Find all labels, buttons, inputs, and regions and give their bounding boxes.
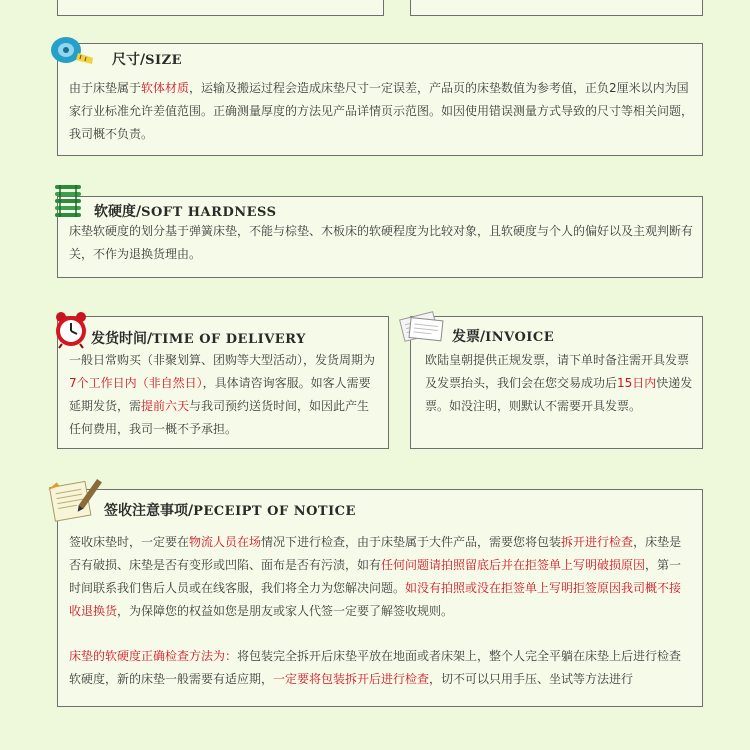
size-text-1: 由于床垫属于 xyxy=(69,81,142,95)
hardness-title-en: SOFT HARDNESS xyxy=(141,205,277,220)
size-text-2: ，运输及搬运过程会造成床垫尺寸一定误差，产品页的床垫数值为参考值，正负2厘米以内为国家行业标准允许差值范围。正确测量厚度的方法见产品详情页示范图。如因使用错误测量方式导致的尺寸等相关问题，我司概不负责。 xyxy=(69,81,694,141)
delivery-title-cn: 发货时间/ xyxy=(91,331,153,347)
notice-text-segment: 签收床垫时，一定要在 xyxy=(69,535,190,549)
size-title-cn: 尺寸/ xyxy=(112,52,146,68)
hardness-text: 床垫软硬度的划分基于弹簧床垫，不能与棕垫、木板床的软硬程度为比较对象，且软硬度与个人的偏好以及主观判断有关，不作为退换货理由。 xyxy=(69,224,694,261)
delivery-text-highlight-2: 提前六天 xyxy=(141,399,190,413)
notice-method-text: ，切不可以只用手压、坐试等方法进行 xyxy=(429,672,634,686)
size-text xyxy=(69,77,693,146)
spring-icon xyxy=(52,183,84,221)
invoice-paper-icon xyxy=(394,309,448,345)
alarm-clock-icon xyxy=(51,309,91,349)
notice-text-segment: ，床垫是否有破损、床垫是否有变形或凹陷、面布是否有污渍，如有 xyxy=(69,535,682,572)
notice-method-highlight: 一定要将包装拆开后进行检查 xyxy=(273,672,430,686)
notice-text-2 xyxy=(69,645,693,691)
hardness-title xyxy=(94,201,277,221)
notice-text-highlight: 物流人员在场 xyxy=(189,535,262,549)
document-pen-icon xyxy=(46,476,102,524)
notice-method-highlight: 床垫的软硬度正确检查方法为： xyxy=(69,649,238,663)
notice-text-highlight: 任何问题请拍照留底后并在拒签单上写明破损原因 xyxy=(381,558,646,572)
size-title xyxy=(112,49,182,69)
delivery-text-highlight-1: 7个工作日内（非自然日） xyxy=(69,376,203,390)
notice-title-en: PECEIPT OF NOTICE xyxy=(193,504,356,519)
delivery-text-3: 与我司预约送货时间，如因此产生任何费用，我司一概不予承担。 xyxy=(69,399,370,436)
delivery-text-1: 一般日常购买（非聚划算、团购等大型活动），发货周期为 xyxy=(69,353,376,367)
notice-method-text: 将包装完全拆开后床垫平放在地面或者床架上，整个人完全平躺在床垫上后进行检查软硬度，新的床垫一般需要有适应期， xyxy=(69,649,682,686)
hardness-title-cn: 软硬度/ xyxy=(94,204,142,220)
size-text-highlight: 软体材质 xyxy=(141,81,190,95)
invoice-title xyxy=(452,326,554,346)
size-title-en: SIZE xyxy=(145,53,182,68)
top-right-box-partial xyxy=(410,0,703,16)
invoice-text-1: 欧陆皇朝提供正规发票，请下单时备注需开具发票及发票抬头，我们会在您交易成功后 xyxy=(425,353,690,390)
top-left-box-partial xyxy=(57,0,384,16)
delivery-text xyxy=(69,349,375,441)
invoice-text xyxy=(425,349,693,418)
delivery-title-en: TIME OF DELIVERY xyxy=(152,332,306,347)
notice-text-segment: 情况下进行检查，由于床垫属于大件产品，需要您将包装 xyxy=(261,535,562,549)
notice-title-cn: 签收注意事项/ xyxy=(104,503,194,519)
notice-text-segment: ，第一时间联系我们售后人员或在线客服，我们将全力为您解决问题。 xyxy=(69,558,682,595)
notice-title xyxy=(104,500,356,520)
invoice-text-highlight: 15日内 xyxy=(617,376,657,390)
tape-measure-icon xyxy=(48,33,94,67)
notice-text-highlight: 拆开进行检查 xyxy=(561,535,634,549)
notice-text-highlight: 如没有拍照或没在拒签单上写明拒签原因我司概不接收退换货 xyxy=(69,581,682,618)
delivery-text-2: ，具体请咨询客服。如客人需要延期发货，需 xyxy=(69,376,371,413)
delivery-title xyxy=(91,328,306,348)
notice-text-1 xyxy=(69,531,693,623)
invoice-text-2: 快递发票。如没注明，则默认不需要开具发票。 xyxy=(425,376,693,413)
invoice-title-en: INVOICE xyxy=(485,330,555,345)
notice-text-segment: ，为保障您的权益如您是朋友或家人代签一定要了解签收规则。 xyxy=(117,604,454,618)
invoice-title-cn: 发票/ xyxy=(452,329,486,345)
